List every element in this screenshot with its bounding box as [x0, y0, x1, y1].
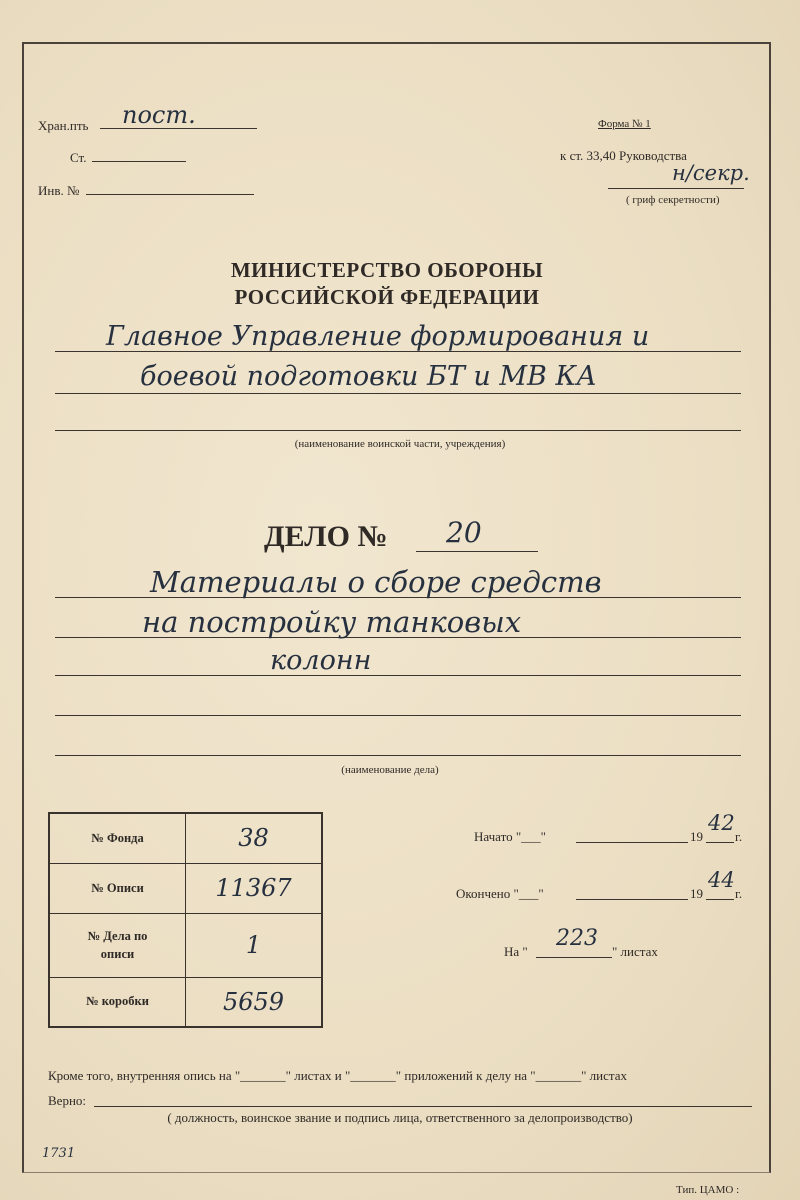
case-number: 20	[446, 516, 482, 549]
verified-line	[94, 1088, 752, 1107]
printer-mark: Тип. ЦАМО :	[676, 1184, 740, 1196]
case-title-caption: (наименование дела)	[341, 764, 439, 776]
inventory-label: Инв. №	[38, 183, 80, 198]
ministry-line-1: МИНИСТЕРСТВО ОБОРОНЫ	[230, 258, 544, 282]
case-title-line-3	[55, 655, 741, 676]
registry-row	[49, 977, 322, 1027]
responsible-caption: ( должность, воинское звание и подпись лица, ответственного за делопроизводство)	[167, 1110, 633, 1125]
registry-label: № Фонда	[49, 813, 186, 863]
registry-label: № Описи	[49, 863, 186, 913]
inventory-line	[86, 176, 254, 195]
corner-mark: 1731	[42, 1146, 76, 1161]
case-title-text-2: на постройку танковых	[142, 605, 522, 639]
ministry-line-2: РОССИЙСКОЙ ФЕДЕРАЦИИ	[234, 285, 540, 309]
unit-text-2: боевой подготовки БТ и МВ КА	[140, 361, 597, 392]
registry-value	[186, 913, 323, 977]
started-date-line	[576, 824, 688, 843]
inventory-note: Кроме того, внутренняя опись на "_______" листах и "_______" приложений к делу на "_______" листах	[48, 1068, 627, 1083]
unit-line-3	[55, 410, 741, 431]
storage-value: пост.	[122, 101, 196, 129]
ended-year-value: 44	[708, 868, 735, 892]
registry-table	[48, 812, 323, 1028]
ended-date-line	[576, 881, 688, 900]
started-suffix: г.	[735, 829, 743, 844]
article-line	[92, 143, 186, 162]
case-title-line-4	[55, 695, 741, 716]
registry-label: № коробки	[49, 977, 186, 1027]
registry-row	[49, 863, 322, 913]
case-title-line-5	[55, 735, 741, 756]
form-label: Форма № 1	[598, 118, 651, 130]
ended-suffix: г.	[735, 886, 743, 901]
sheets-value: 223	[556, 926, 598, 951]
sheets-prefix: На "	[504, 944, 528, 959]
registry-label-text: № Дела по описи	[87, 929, 148, 961]
storage-label: Хран.пть	[38, 118, 89, 133]
registry-row	[49, 813, 322, 863]
registry-value	[186, 863, 323, 913]
registry-value	[186, 813, 323, 863]
registry-row	[49, 913, 322, 977]
registry-value-text: 11367	[215, 874, 292, 902]
case-title-text-1: Материалы о сборе средств	[150, 565, 602, 599]
unit-text-1: Главное Управление формирования и	[106, 321, 650, 352]
registry-value-text: 1	[245, 931, 262, 959]
sheets-suffix: " листах	[612, 944, 658, 959]
started-label: Начато "___"	[474, 829, 546, 844]
registry-value-text: 38	[238, 824, 269, 853]
unit-caption: (наименование воинской части, учреждения)	[294, 438, 506, 450]
verified-label: Верно:	[48, 1093, 87, 1108]
registry-value-text: 5659	[222, 987, 285, 1016]
started-year-value: 42	[708, 811, 735, 835]
secrecy-caption: ( гриф секретности)	[626, 194, 720, 206]
case-label: ДЕЛО №	[264, 520, 388, 553]
ended-label: Окончено "___"	[456, 886, 544, 901]
registry-value	[186, 977, 323, 1027]
ended-year-prefix: 19	[690, 886, 703, 901]
started-year-prefix: 19	[690, 829, 703, 844]
case-title-text-3: колонн	[270, 645, 372, 676]
regulation-ref: к ст. 33,40 Руководства	[560, 148, 687, 163]
article-label: Ст.	[70, 150, 87, 165]
secrecy-value: н/секр.	[672, 161, 750, 185]
registry-label	[49, 913, 186, 977]
